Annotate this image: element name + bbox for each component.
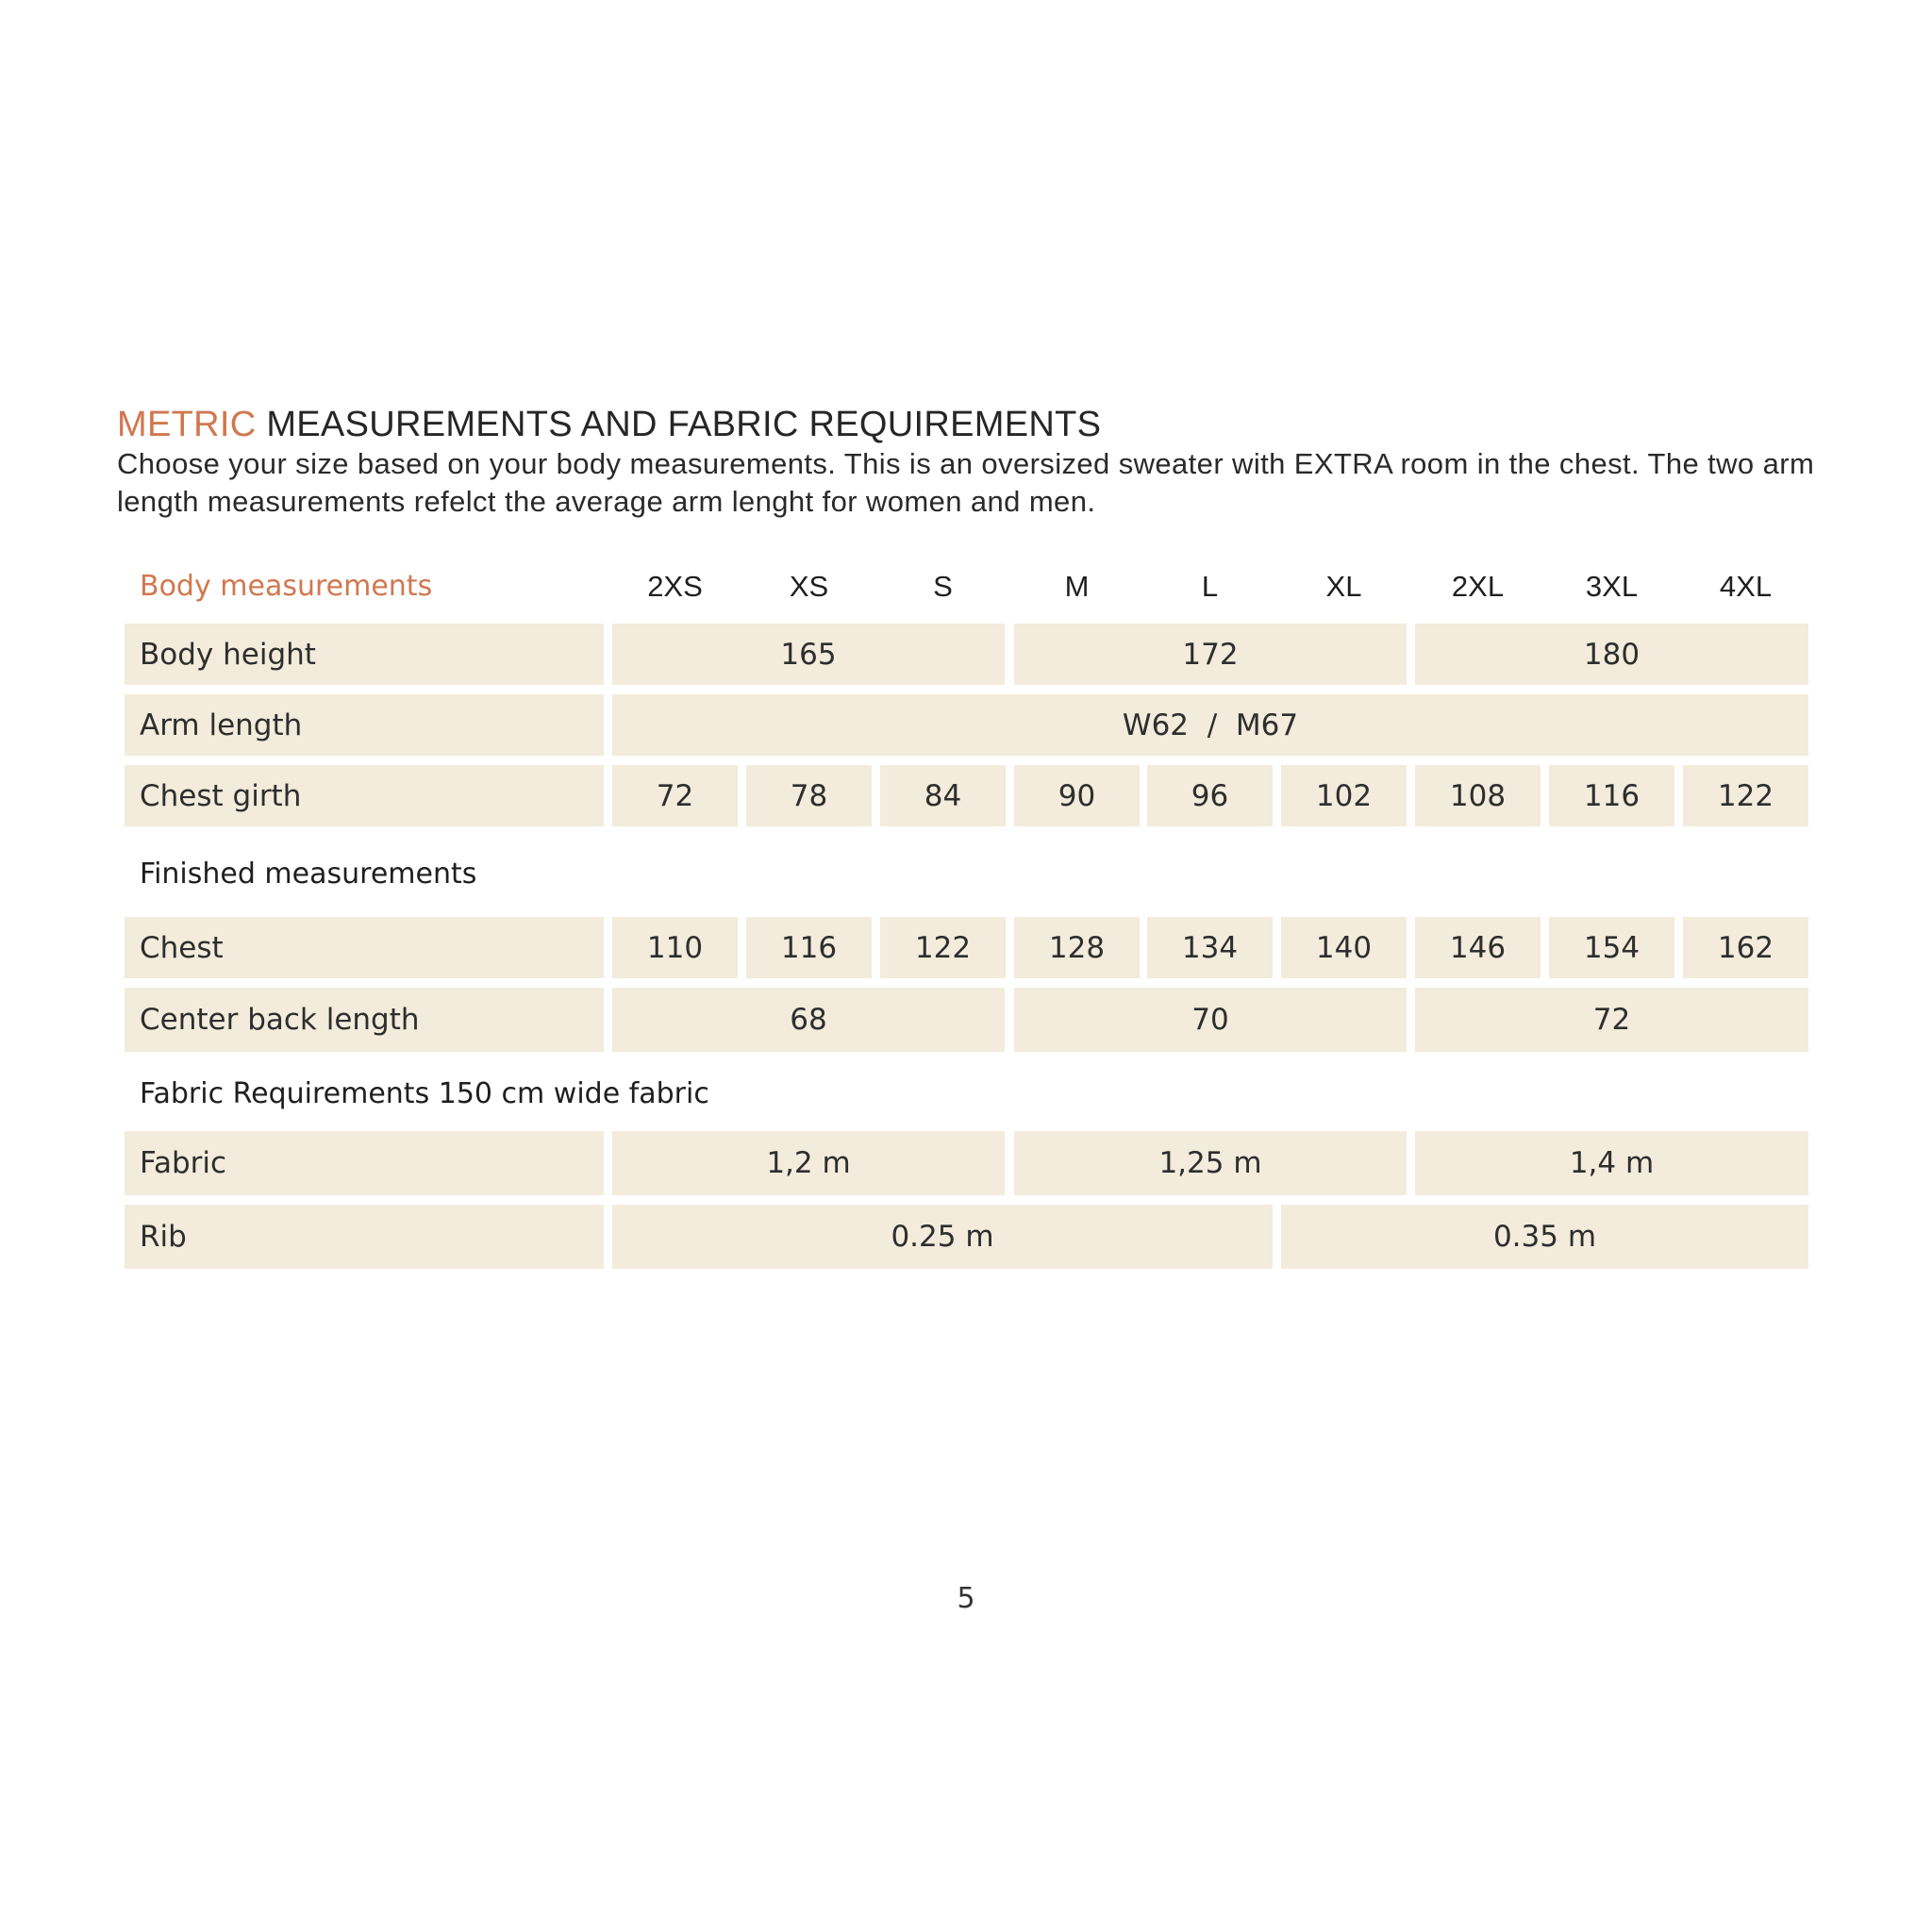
row-label-chest: Chest — [125, 917, 604, 978]
size-header-l: L — [1201, 570, 1219, 603]
size-header-xs: XS — [789, 570, 829, 603]
size-header-4xl: 4XL — [1719, 570, 1773, 603]
fabric-cell: 1,2 m — [612, 1131, 1005, 1195]
chest-cell: 162 — [1683, 917, 1808, 978]
title-rest: MEASUREMENTS AND FABRIC REQUIREMENTS — [266, 405, 1102, 444]
center-back-cell: 68 — [612, 988, 1005, 1052]
chest-cell: 110 — [612, 917, 738, 978]
page-title — [117, 402, 1101, 447]
body-height-cell: 180 — [1415, 624, 1808, 685]
size-header-xl: XL — [1325, 570, 1362, 603]
chest-girth-cell: 96 — [1147, 765, 1273, 826]
size-header-2xs: 2XS — [647, 570, 703, 603]
rib-cell: 0.35 m — [1281, 1205, 1808, 1269]
chest-girth-cell: 116 — [1549, 765, 1674, 826]
body-height-cell: 172 — [1014, 624, 1407, 685]
row-label-center-back-length: Center back length — [125, 988, 604, 1052]
chest-cell: 134 — [1147, 917, 1273, 978]
chest-girth-cell: 84 — [880, 765, 1006, 826]
fabric-cell: 1,4 m — [1415, 1131, 1808, 1195]
size-header-s: S — [933, 570, 953, 603]
chest-girth-cell: 102 — [1281, 765, 1407, 826]
page-number: 5 — [957, 1582, 975, 1615]
section-fabric-requirements: Fabric Requirements 150 cm wide fabric — [140, 1077, 709, 1110]
fabric-cell: 1,25 m — [1014, 1131, 1407, 1195]
chest-cell: 146 — [1415, 917, 1541, 978]
chest-girth-cell: 108 — [1415, 765, 1541, 826]
chest-cell: 154 — [1549, 917, 1674, 978]
size-header-3xl: 3XL — [1585, 570, 1639, 603]
chest-girth-cell: 122 — [1683, 765, 1808, 826]
chest-cell: 116 — [746, 917, 872, 978]
center-back-cell: 72 — [1415, 988, 1808, 1052]
rib-cell: 0.25 m — [612, 1205, 1273, 1269]
center-back-cell: 70 — [1014, 988, 1407, 1052]
arm-length-cell: W62 / M67 — [612, 694, 1808, 756]
intro-text: Choose your size based on your body measurements. This is an oversized sweater with EXTRA room in the chest. The two arm length measurements refelct the average arm lenght for women and men. — [117, 447, 1815, 518]
chest-cell: 128 — [1014, 917, 1140, 978]
title-accent: METRIC — [117, 405, 257, 444]
chest-girth-cell: 72 — [612, 765, 738, 826]
section-body-measurements: Body measurements — [140, 570, 433, 603]
section-finished-measurements: Finished measurements — [140, 858, 477, 891]
size-header-m: M — [1064, 570, 1090, 603]
chest-girth-cell: 90 — [1014, 765, 1140, 826]
row-label-chest-girth: Chest girth — [125, 765, 604, 826]
row-label-rib: Rib — [125, 1205, 604, 1269]
chest-cell: 122 — [880, 917, 1006, 978]
size-header-2xl: 2XL — [1451, 570, 1505, 603]
body-height-cell: 165 — [612, 624, 1005, 685]
row-label-arm-length: Arm length — [125, 694, 604, 756]
row-label-fabric: Fabric — [125, 1131, 604, 1195]
chest-cell: 140 — [1281, 917, 1407, 978]
chest-girth-cell: 78 — [746, 765, 872, 826]
row-label-body-height: Body height — [125, 624, 604, 685]
